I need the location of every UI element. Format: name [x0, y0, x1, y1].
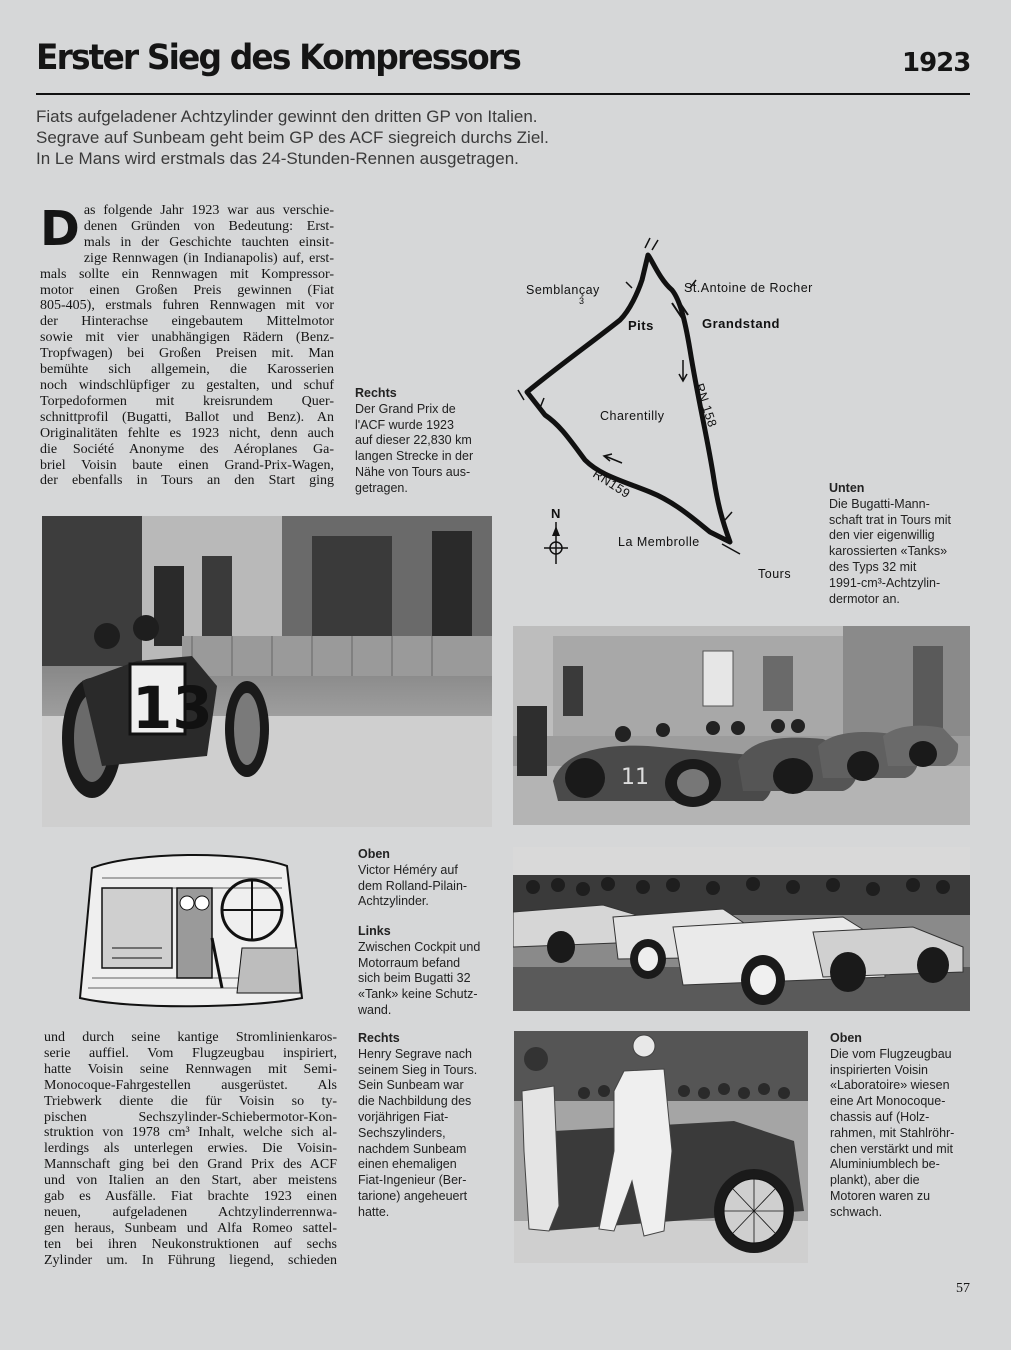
svg-text:N: N [551, 506, 561, 521]
text-line: noch windschlüpfiger zu gestalten, und schuf [40, 377, 334, 393]
text-line: zige Rennwagen (in Indianapolis) auf, erst- [83, 250, 334, 266]
caption-line: seinem Sieg in Tours. [358, 1062, 478, 1077]
text-line: der Hinterachse eingebautem Mittelmotor [40, 314, 334, 330]
caption-heading: Rechts [358, 1031, 400, 1045]
caption-line: Achtzylinder. [358, 894, 429, 909]
caption-line: tarione) angeheuert [358, 1188, 468, 1203]
caption-line: Die Bugatti-Mann- [829, 496, 930, 511]
caption-voisin [830, 1031, 970, 1221]
caption-line: Die vom Flugzeugbau [830, 1046, 952, 1061]
caption-cockpit [358, 924, 498, 1019]
map-label-tours: Tours [758, 567, 792, 581]
page-title: Erster Sieg des Kompressors [36, 38, 520, 78]
caption-line: Victor Héméry auf [358, 862, 458, 877]
text-line: motor einen Großen Preis gewinnen (Fiat [40, 282, 334, 298]
bugatti-number: 11 [621, 765, 649, 790]
caption-line: vorjährigen Fiat- [358, 1109, 449, 1124]
text-line: 805-405), erstmals fuhren Rennwagen mit vor [40, 298, 334, 314]
caption-line: rahmen, mit Stahlröhr- [830, 1125, 955, 1140]
caption-line: schwach. [830, 1204, 883, 1219]
caption-line: l'ACF wurde 1923 [355, 417, 454, 432]
text-line: lerdings als unterlegen erwies. Die Voisin- [44, 1141, 337, 1157]
caption-line: Sechszylinders, [358, 1125, 446, 1140]
text-line: sowie mit vier unabhängigen Rädern (Benz- [40, 330, 334, 346]
caption-line: Aluminiumblech be- [830, 1157, 940, 1172]
caption-line: chen verstärkt und mit [830, 1141, 953, 1156]
caption-line: den vier eigenwillig [829, 528, 935, 543]
page-number: 57 [956, 1281, 970, 1296]
text-line: Zylinder um. In Führung liegend, schieden [44, 1252, 337, 1268]
text-line: Mannschaft ging bei den Grand Prix des ACF [44, 1157, 337, 1173]
text-line: Triebwerk diente die für Voisin so ty- [44, 1093, 337, 1109]
caption-bugatti-team [829, 481, 969, 607]
photo-hemery-race-car [42, 516, 492, 827]
lead-line: Fiats aufgeladener Achtzylinder gewinnt den dritten GP von Italien. [36, 107, 538, 126]
drawing-bugatti-cockpit [72, 848, 307, 1016]
car-number: 13 [132, 674, 213, 742]
caption-line: schaft trat in Tours mit [829, 512, 952, 527]
circuit-map [500, 230, 840, 590]
caption-line: Sein Sunbeam war [358, 1078, 464, 1093]
year-label: 1923 [902, 48, 971, 78]
map-label-grandstand: Grandstand [702, 316, 780, 331]
lead-line: In Le Mans wird erstmals das 24-Stunden-Rennen ausgetragen. [36, 149, 519, 168]
caption-line: Zwischen Cockpit und [358, 939, 481, 954]
text-line: Monocoque-Fahrgestellen ausgerüstet. Als [44, 1077, 337, 1093]
caption-line: 1991-cm³-Achtzylin- [829, 575, 941, 590]
text-line: hatte Voisin seine Rennwagen mit Semi- [44, 1061, 337, 1077]
text-line: ten bei ihren Neukonstruktionen auf sechs [44, 1236, 337, 1252]
caption-hemery [358, 847, 498, 910]
article-text-part1 [40, 203, 334, 489]
lead-line: Segrave auf Sunbeam geht beim GP des ACF siegreich durchs Ziel. [36, 128, 549, 147]
map-label-rn159: RN159 [590, 466, 633, 502]
caption-heading: Rechts [355, 386, 397, 400]
text-line: schnittprofil (Bugatti, Ballot und Benz). An [40, 409, 334, 425]
caption-heading: Oben [358, 847, 390, 861]
text-line: bemühte sich allgemein, die Karosserien [40, 362, 334, 378]
caption-line: Nähe von Tours aus- [355, 464, 471, 479]
drop-cap: D [40, 201, 80, 257]
caption-line: dermotor an. [829, 591, 900, 606]
text-line: Originalitäten fehlte es 1923 nicht, denn auch [40, 425, 334, 441]
direction-arrow [679, 360, 687, 381]
text-line: briel Voisin baute einen Grand-Prix-Wagen, [40, 457, 334, 473]
caption-heading: Unten [829, 481, 865, 495]
caption-line: karossierten «Tanks» [829, 544, 948, 559]
text-line: Torpedoformen mit kreisrundem Quer- [40, 393, 334, 409]
photo-bugatti-tanks [513, 626, 970, 825]
caption-heading: Oben [830, 1031, 862, 1045]
caption-line: Der Grand Prix de [355, 401, 456, 416]
text-line: gen heraus, Sunbeam und Alfa Romeo sattel- [44, 1220, 337, 1236]
caption-line: sich beim Bugatti 32 [358, 971, 471, 986]
text-line: mals sollte ein Rennwagen mit Kompressor- [40, 266, 334, 282]
caption-line: nachdem Sunbeam [358, 1141, 467, 1156]
map-label-road-number: 3 [579, 296, 585, 306]
caption-line: getragen. [355, 480, 408, 495]
map-label-pits: Pits [628, 318, 654, 333]
title-rule [36, 93, 970, 95]
caption-line: des Typs 32 mit [829, 559, 917, 574]
caption-line: Henry Segrave nach [358, 1046, 472, 1061]
caption-line: «Laboratoire» wiesen [830, 1078, 950, 1093]
caption-segrave [358, 1031, 498, 1221]
caption-line: die Nachbildung des [358, 1094, 472, 1109]
text-line: die Société Anonyme des Aéroplanes Ga- [40, 441, 334, 457]
caption-line: Motorraum befand [358, 955, 461, 970]
text-line: und durch seine kantige Stromlinienkaros- [44, 1030, 337, 1045]
caption-line: langen Strecke in der [355, 449, 474, 464]
caption-line: hatte. [358, 1204, 390, 1219]
map-label-la-membrolle: La Membrolle [618, 535, 700, 549]
map-label-rn158: RN 158 [692, 381, 720, 430]
text-line: as folgende Jahr 1923 war aus verschie- [83, 203, 334, 218]
article-text-part2 [44, 1030, 337, 1269]
caption-line: wand. [358, 1002, 392, 1017]
caption-line: dem Rolland-Pilain- [358, 878, 468, 893]
direction-arrow [604, 454, 622, 463]
text-line: Tropfwagen) bei Großen Preisen mit. Man [40, 346, 334, 362]
north-arrow-icon [544, 506, 568, 564]
caption-line: Motoren waren zu [830, 1188, 931, 1203]
text-line: pischen Sechszylinder-Schiebermotor-Kon- [44, 1109, 337, 1125]
text-line: und von Italien an den Start, aber meistens [44, 1173, 337, 1189]
caption-line: einen ehemaligen [358, 1157, 457, 1172]
text-line: denen Gründen von Bedeutung: Erst- [83, 218, 334, 234]
text-line: neuen, aufgeladenen Achtzylinderrennwa- [44, 1204, 337, 1220]
text-line: der ebenfalls in Tours an den Start ging [40, 473, 334, 489]
caption-map [355, 386, 490, 497]
photo-segrave [514, 1031, 808, 1263]
caption-line: eine Art Monocoque- [830, 1094, 946, 1109]
map-label-charentilly: Charentilly [600, 409, 665, 423]
caption-line: plankt), aber die [830, 1173, 920, 1188]
caption-heading: Links [358, 924, 391, 938]
photo-voisin-laboratoire [513, 847, 970, 1011]
map-label-st-antoine: St.Antoine de Rocher [684, 281, 813, 295]
text-line: serie auffiel. Vom Flugzeugbau inspiriert, [44, 1045, 337, 1061]
caption-line: Fiat-Ingenieur (Ber- [358, 1173, 467, 1188]
text-line: mals in der Geschichte tauchten einsit- [83, 234, 334, 250]
caption-line: «Tank» keine Schutz- [358, 987, 478, 1002]
caption-line: chassis auf (Holz- [830, 1109, 930, 1124]
text-line: struktion von 1978 cm³ Inhalt, welche sich al- [44, 1125, 337, 1141]
map-label-semblancay: Semblançay [526, 283, 600, 297]
caption-line: inspirierten Voisin [830, 1062, 928, 1077]
caption-line: auf dieser 22,830 km [355, 433, 472, 448]
lead-paragraph [36, 106, 656, 169]
text-line: gab es Ausfälle. Fiat brachte 1923 einen [44, 1189, 337, 1205]
